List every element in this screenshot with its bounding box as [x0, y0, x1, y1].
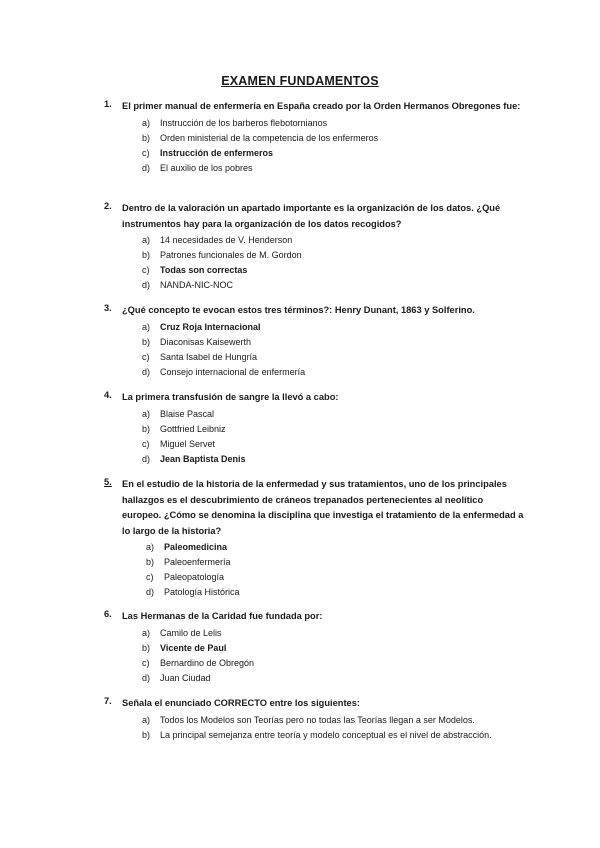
option-a: a) 14 necesidades de V. Henderson — [142, 235, 293, 245]
option-b-correct: b) Vicente de Paul — [142, 642, 227, 653]
option-b: b) Patrones funcionales de M. Gordon — [142, 250, 302, 260]
question-text: En el estudio de la historia de la enfermedad y sus tratamientos, uno de los principales hallazgos es el descubrimiento de cráneos trepanados pertenecientes al neolítico europeo. ¿Cómo se denomina la disciplina que investiga el tratamiento de la enfermedad a lo largo de la historia? — [122, 479, 524, 536]
option-c-correct: c) Instrucción de enfermeros — [142, 147, 274, 158]
question-number: 4. — [104, 390, 112, 400]
question-number: 7. — [104, 696, 112, 706]
option-c: c) Santa Isabel de Hungría — [142, 351, 258, 362]
question-text: La primera transfusión de sangre la llevó a cabo: — [122, 392, 339, 402]
option-d: d) Consejo internacional de enfermería — [142, 366, 306, 377]
options-list — [146, 540, 524, 600]
question-3 — [104, 303, 524, 380]
options-list — [142, 116, 524, 176]
question-1 — [104, 99, 524, 176]
question-number: 5. — [104, 477, 112, 487]
options-list — [142, 320, 524, 380]
option-b: b) La principal semejanza entre teoría y modelo conceptual es el nivel de abstracción. — [142, 729, 492, 740]
options-list — [142, 407, 524, 467]
option-a: a) Camilo de Lelis — [142, 627, 222, 638]
question-number: 2. — [104, 201, 112, 211]
option-b: b) Paleoenfermería — [146, 557, 231, 567]
options-list — [142, 713, 534, 758]
question-text: Señala el enunciado CORRECTO entre los siguientes: — [122, 698, 360, 708]
option-d-correct: d) Jean Baptista Denis — [142, 453, 246, 464]
option-a: a) Todos los Modelos son Teorías pero no todas las Teorías llegan a ser Modelos. — [142, 714, 475, 725]
option-b: b) Gottfried Leibniz — [142, 423, 226, 434]
options-list — [142, 233, 524, 293]
option-b: b) Diaconisas Kaisewerth — [142, 336, 252, 347]
option-d: d) NANDA-NIC-NOC — [142, 280, 233, 290]
option-d: d) Juan Ciudad — [142, 672, 211, 683]
option-a-correct: a) Paleomedicina — [146, 542, 228, 552]
option-c-correct: c) Todas son correctas — [142, 265, 248, 275]
option-d: d) Patología Histórica — [146, 587, 240, 597]
question-number: 6. — [104, 609, 112, 619]
question-text: El primer manual de enfermería en España creado por la Orden Hermanos Obregones fue: — [122, 101, 521, 111]
question-4 — [104, 390, 524, 467]
option-a: a) Blaise Pascal — [142, 408, 215, 419]
option-c: c) Miguel Servet — [142, 438, 216, 449]
question-text: Las Hermanas de la Caridad fue fundada por: — [122, 611, 323, 621]
question-5 — [104, 477, 524, 600]
question-number: 3. — [104, 303, 112, 313]
option-d: d) El auxilio de los pobres — [142, 162, 253, 173]
page-title: EXAMEN FUNDAMENTOS — [221, 74, 379, 88]
question-text: ¿Qué concepto te evocan estos tres términos?: Henry Dunant, 1863 y Solferino. — [122, 305, 475, 315]
question-text: Dentro de la valoración un apartado importante es la organización de los datos. ¿Qué instrumentos hay para la organización de los datos recogidos? — [122, 203, 501, 229]
question-2 — [104, 201, 524, 293]
option-c: c) Paleopatología — [146, 572, 225, 582]
option-b: b) Orden ministerial de la competencia de los enfermeros — [142, 132, 379, 143]
question-number: 1. — [104, 99, 112, 109]
option-a-correct: a) Cruz Roja Internacional — [142, 321, 261, 332]
option-a: a) Instrucción de los barberos flebotornianos — [142, 117, 328, 128]
question-7 — [104, 696, 534, 758]
options-list — [142, 626, 524, 686]
question-6 — [104, 609, 524, 686]
option-c: c) Bernardino de Obregón — [142, 657, 255, 668]
